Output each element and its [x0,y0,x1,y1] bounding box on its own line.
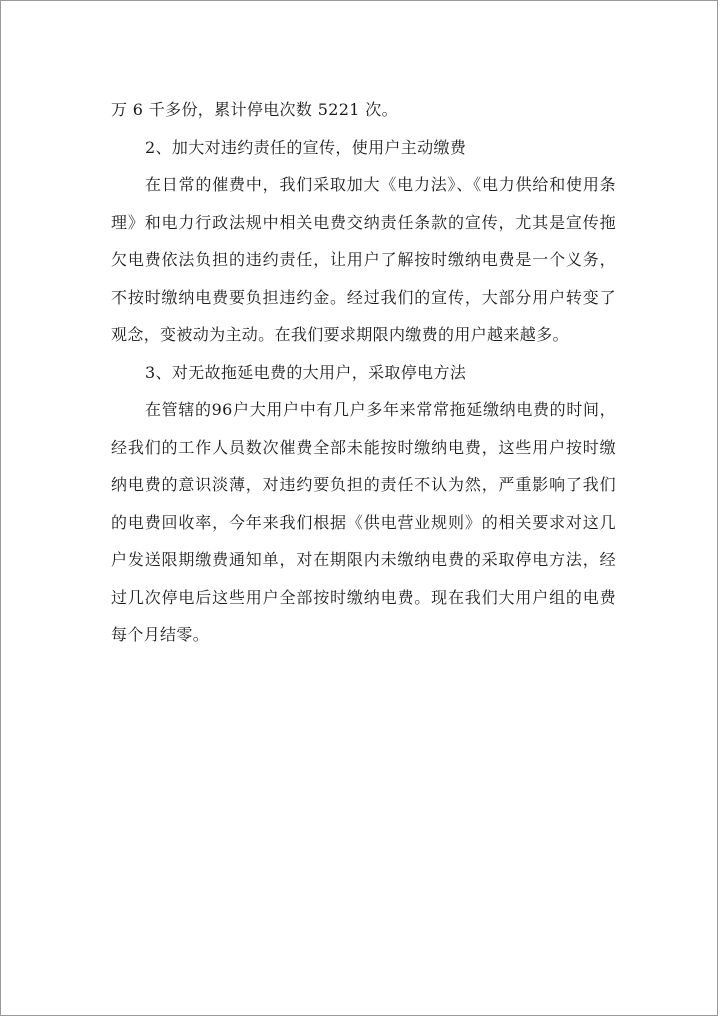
paragraph-line: 在管辖的96户大用户中有几户多年来常常拖延缴纳电费的时间， [145,400,616,419]
section-heading-2: 2、加大对违约责任的宣传，使用户主动缴费 [145,137,467,157]
paragraph-line: 的电费回收率，今年来我们根据《供电营业规则》的相关要求对这几 [111,512,616,532]
paragraph-line: 在日常的催费中，我们采取加大《电力法》、《电力供给和使用条 [145,175,616,194]
paragraph-line: 每个月结零。 [111,625,210,644]
document-body [111,91,616,654]
text-line-continuation: 万 6 千多份，累计停电次数 5221 次。 [111,100,398,119]
paragraph-line: 过几次停电后这些用户全部按时缴纳电费。现在我们大用户组的电费 [111,587,616,607]
section-heading-3: 3、对无故拖延电费的大用户，采取停电方法 [145,362,467,382]
paragraph-line: 不按时缴纳电费要负担违约金。经过我们的宣传，大部分用户转变了 [111,287,616,307]
paragraph-line: 纳电费的意识淡薄，对违约要负担的责任不认为然，严重影响了我们 [111,475,616,494]
paragraph-line: 户发送限期缴费通知单，对在期限内未缴纳电费的采取停电方法，经 [111,550,616,569]
paragraph-line: 经我们的工作人员数次催费全部未能按时缴纳电费，这些用户按时缴 [111,437,616,457]
paragraph-line: 观念，变被动为主动。在我们要求期限内缴费的用户越来越多。 [111,325,569,344]
paragraph-line: 欠电费依法负担的违约责任，让用户了解按时缴纳电费是一个义务， [111,250,616,269]
paragraph-line: 理》和电力行政法规中相关电费交纳责任条款的宣传，尤其是宣传拖 [111,212,616,232]
